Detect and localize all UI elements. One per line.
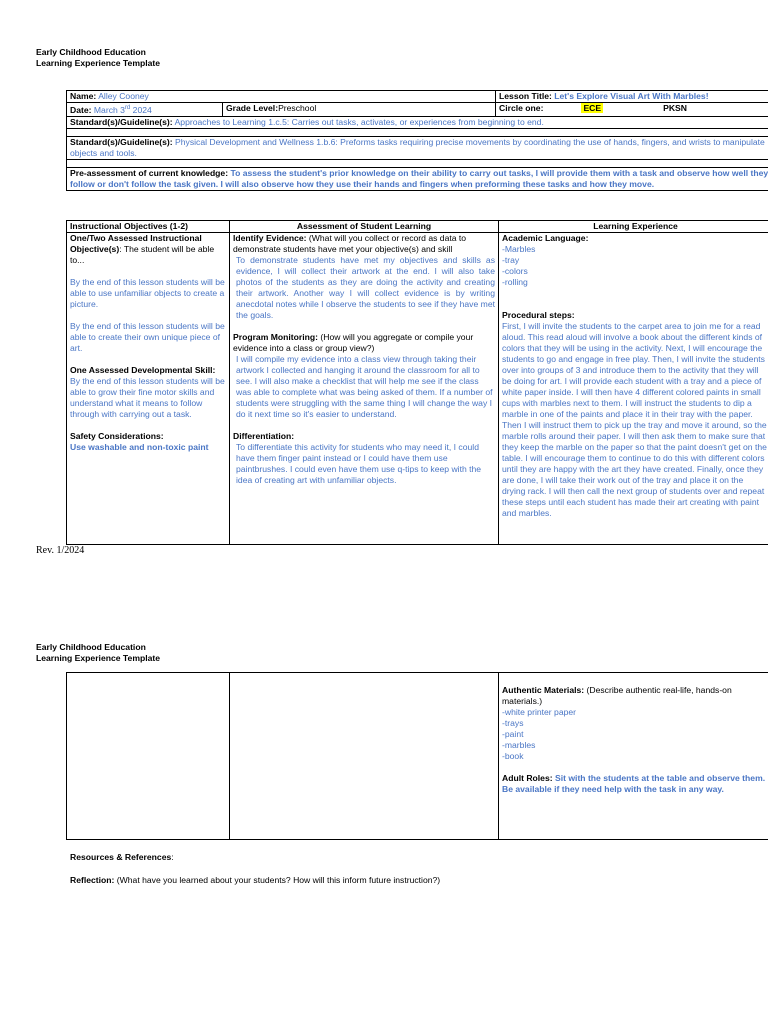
continuation-table xyxy=(66,672,768,840)
resources-label: Resources & References xyxy=(70,852,172,862)
header-line-2: Learning Experience Template xyxy=(36,58,161,68)
differentiation-label: Differentiation: xyxy=(233,431,295,441)
academic-item: -tray xyxy=(502,255,520,265)
monitoring-label: Program Monitoring: xyxy=(233,332,318,342)
header-line-1: Early Childhood Education xyxy=(36,47,146,57)
header-line-2: Learning Experience Template xyxy=(36,653,161,663)
lesson-title-value: Let's Explore Visual Art With Marbles! xyxy=(554,91,709,101)
safety-value: Use washable and non-toxic paint xyxy=(70,442,209,452)
differentiation-value: To differentiate this activity for students who may need it, I could have them finger paint instead or I could have them use paintbrushes. I could even have them use q-tips to keep with the idea of creating art with unfamiliar objects. xyxy=(236,442,482,485)
grade-cell: Grade Level:Preschool xyxy=(223,103,496,117)
material-item: -marbles xyxy=(502,740,536,750)
page2-header xyxy=(36,642,160,664)
academic-item: -colors xyxy=(502,266,528,276)
col-header-learning: Learning Experience xyxy=(499,221,768,233)
reflection-label: Reflection: xyxy=(70,875,115,885)
name-cell: Name: Alley Cooney xyxy=(67,91,496,103)
monitoring-value: I will compile my evidence into a class view through taking their artwork I collected and hanging it around the classroom for all to see. I will also make a checklist that will help me see if the class was able to complete what was being asked of them. If a number of students were struggling with the same thing I will change the way I do it next time so it's easier to understand. xyxy=(236,354,493,419)
adult-roles-label: Adult Roles: xyxy=(502,773,553,783)
learning-cell xyxy=(499,233,768,545)
date-value: March 3rd 2024 xyxy=(93,104,152,115)
date-cell: Date: March 3rd 2024 xyxy=(67,103,223,117)
materials-label: Authentic Materials: xyxy=(502,685,585,695)
safety-label: Safety Considerations: xyxy=(70,431,164,441)
evidence-value: To demonstrate students have met my objectives and skills as evidence, I will collect their artwork at the end. I will also take photos of the students as they are doing the activity and creating their artwork. Another way I will collect evidence is by writing anecdotal notes while I observe the students to see if they have met the goals. xyxy=(236,255,495,320)
circle-option-ece: ECE xyxy=(583,103,602,113)
circle-cell: Circle one: ECE PKSN xyxy=(496,103,768,117)
academic-item: -rolling xyxy=(502,277,528,287)
objective-1: By the end of this lesson students will be able to use unfamiliar objects to create a picture. xyxy=(70,277,225,309)
col-header-objectives: Instructional Objectives (1-2) xyxy=(67,221,230,233)
procedural-value: First, I will invite the students to the carpet area to join me for a read aloud. This read aloud will involve a book about the different kinds of colors that they will be using in the activity. Next, I will encourage the students to go and engage in free play. Then, I will invite the students over into groups of 3 and introduce them to the activity that they will be doing for art. I will provide each student with a tray and a piece of white paper inside. I will then have 4 different colored paints in small cups with marbles next to them. I will instruct the students to dip a marble in one of the paints and place it in their tray with the paper. Then I will instruct them to pick up the tray and move it around, so the marble rolls around their paper. I will then ask them to make sure that they keep the marble on the paper so that the paint doesn't get on the table. I will encourage them to continue to do this with different colors until they are happy with the art they have created. Finally, once they are done, I will take their work out of the tray and place it on the drying rack. I will then call the next group of students over and repeat these steps until each student has made their art creating with paint and marbles. xyxy=(502,321,767,518)
name-value: Alley Cooney xyxy=(98,91,149,101)
material-item: -paint xyxy=(502,729,524,739)
lesson-info-table xyxy=(66,90,768,191)
lesson-main-table xyxy=(66,220,768,545)
academic-item: -Marbles xyxy=(502,244,536,254)
objectives-cell: One/Two Assessed Instructional Objective(s): The student will be able to... By the end of this lesson students will be able to use unfamiliar objects to create a picture. By the end of this lesson students will be able to create their own unique piece of art. One Assessed Developmental Skill: By the end of this lesson students will be able to grow their fine motor skills and understand what it means to follow through with carrying out a task. Safety Considerations: Use washable and non-toxic paint xyxy=(67,233,230,545)
header-line-1: Early Childhood Education xyxy=(36,642,146,652)
preassessment-cell: Pre-assessment of current knowledge: To assess the student's prior knowledge on their ability to carry out tasks, I will provide them with a task and observe how well they follow or don't follow the task given. I will also observe how they use their hands and fingers when preforming these tasks and how they move. xyxy=(67,167,768,190)
procedural-label: Procedural steps: xyxy=(502,310,575,320)
objective-2: By the end of this lesson students will be able to create their own unique piece of art. xyxy=(70,321,225,353)
academic-language-label: Academic Language: xyxy=(502,233,589,243)
evidence-label: Identify Evidence: xyxy=(233,233,307,243)
reflection-line: Reflection: (What have you learned about your students? How will this inform future instruction?) xyxy=(70,875,441,885)
preassessment-value: To assess the student's prior knowledge on their ability to carry out tasks, I will provide them with a task and observe how well they follow or don't follow the task given. I will also observe how they use their hands and fingers when preforming these tasks and how they move. xyxy=(70,167,768,189)
dev-skill-label: One Assessed Developmental Skill: xyxy=(70,365,216,375)
continuation-assessment-cell xyxy=(230,673,499,840)
objectives-label: One/Two Assessed Instructional Objective(s) xyxy=(70,233,202,254)
standard-2-cell: Standard(s)/Guideline(s): Physical Development and Wellness 1.b.6: Preforms tasks requiring precise movements by coordinating the use of hands, fingers, and wrists to manipulate objects and tools. xyxy=(67,136,768,159)
revision-note: Rev. 1/2024 xyxy=(36,545,85,556)
dev-skill-value: By the end of this lesson students will be able to grow their fine motor skills and understand what it means to follow through with carrying out a task. xyxy=(70,376,225,419)
adult-roles-value: Sit with the students at the table and observe them. Be available if they need help with the task in any way. xyxy=(502,773,766,794)
page1-header xyxy=(36,47,160,69)
circle-option-pksn: PKSN xyxy=(663,103,687,113)
grade-value: Preschool xyxy=(278,103,317,113)
resources-line: Resources & References: xyxy=(70,852,174,862)
lesson-title-cell: Lesson Title: Let's Explore Visual Art With Marbles! xyxy=(496,91,768,103)
assessment-cell: Identify Evidence: (What will you collect or record as data to demonstrate students have met your objective(s) and skill To demonstrate students have met my objectives and skills as evidence, I will collect their artwork at the end. I will also take photos of the students as they are doing the activity and creating their artwork. Another way I will collect evidence is by writing anecdotal notes while I observe the students to see if they have met the goals. Program Monitoring: (How will you aggregate or compile your evidence into a class or group view?) I will compile my evidence into a class view through taking their artwork I collected and hanging it around the classroom for all to see. I will also make a checklist that will help me see if the class was able to complete what was being asked of them. If a number of students were struggling with the same thing I will change the way I do it next time so it's easier to understand. Differentiation: To differentiate this activity for students who may need it, I could have them finger paint instead or I could have them use paintbrushes. I could even have them use q-tips to keep with the idea of creating art with unfamiliar objects. xyxy=(230,233,499,545)
standard-1-cell: Standard(s)/Guideline(s): Approaches to Learning 1.c.5: Carries out tasks, activates, or experiences from beginning to end. xyxy=(67,116,768,128)
continuation-objectives-cell xyxy=(67,673,230,840)
material-item: -white printer paper xyxy=(502,707,577,717)
continuation-learning-cell: Authentic Materials: (Describe authentic real-life, hands-on materials.) -white printer paper -trays -paint -marbles -book Adult Roles: Sit with the students at the table and observe them. Be available if they need help with the task in any way. xyxy=(499,673,768,840)
col-header-assessment: Assessment of Student Learning xyxy=(230,221,499,233)
material-item: -trays xyxy=(502,718,524,728)
standard-1-value: Approaches to Learning 1.c.5: Carries out tasks, activates, or experiences from beginning to end. xyxy=(174,116,544,127)
material-item: -book xyxy=(502,751,524,761)
standard-2-value: Physical Development and Wellness 1.b.6: Preforms tasks requiring precise movements by coordinating the use of hands, fingers, and wrists to manipulate objects and tools. xyxy=(70,136,765,158)
